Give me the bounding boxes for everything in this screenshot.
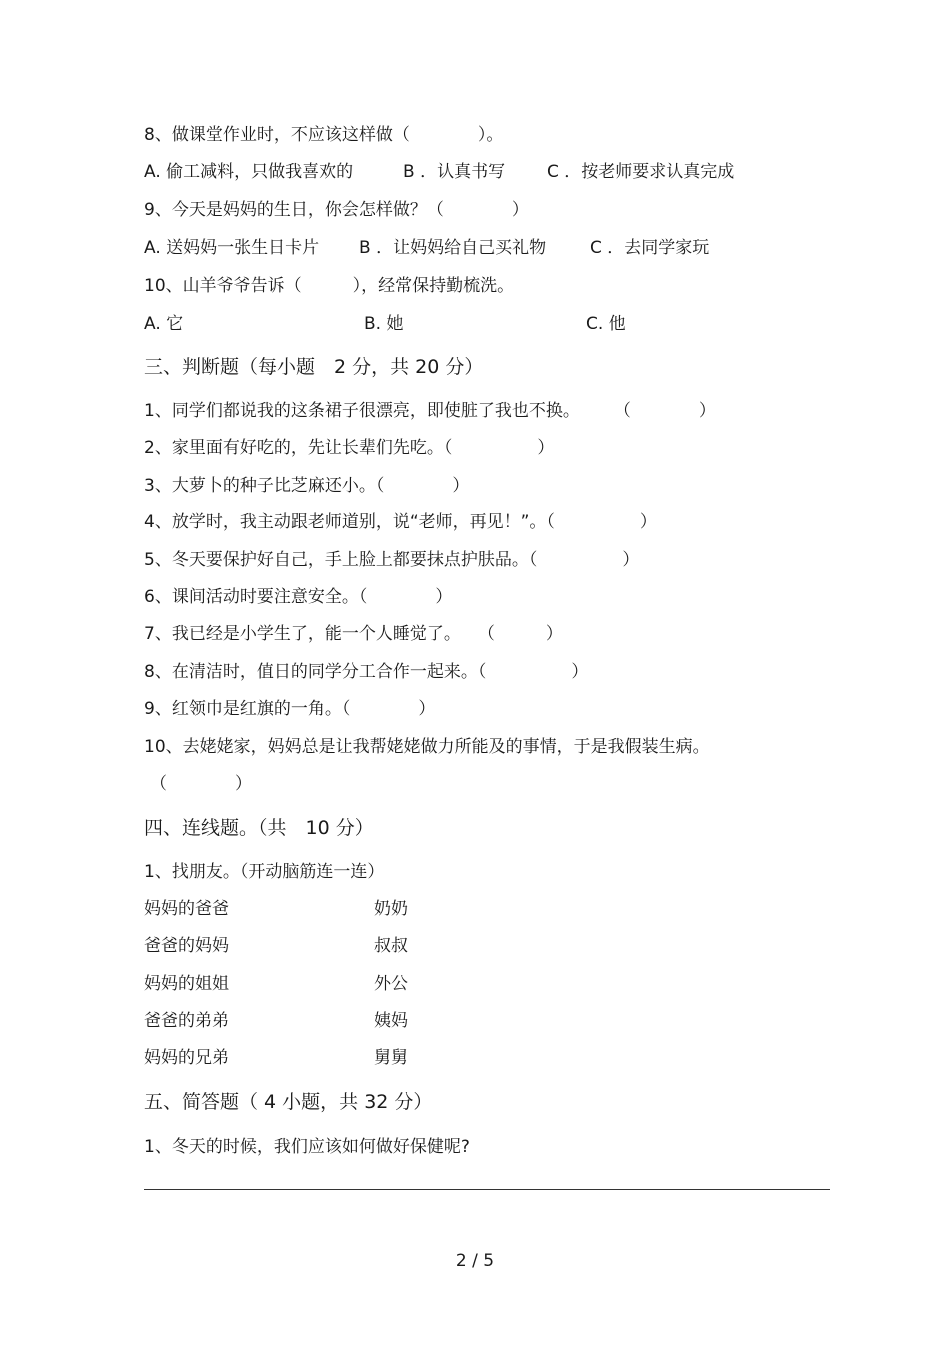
matching-question-1: 1、找朋友。（开动脑筋连一连） [144,862,385,882]
question-10: 10、山羊爷爷告诉（ ），经常保持勤梳洗。 [144,276,515,296]
match-left-2: 爸爸的妈妈 [144,936,229,956]
q9-option-a: A. 送妈妈一张生日卡片 [144,238,320,258]
judge-item-8: 8、在清洁时，值日的同学分工合作一起来。（ ） [144,662,589,682]
match-right-3: 外公 [374,974,408,994]
section-4-heading: 四、连线题。（共 10 分） [144,817,374,839]
judge-item-10: 10、去姥姥家，妈妈总是让我帮姥姥做力所能及的事情，于是我假装生病。 [144,737,710,757]
judge-item-3: 3、大萝卜的种子比芝麻还小。（ ） [144,476,470,496]
section-3-heading: 三、判断题（每小题 2 分，共 20 分） [144,356,484,378]
question-9: 9、今天是妈妈的生日，你会怎样做？（ ） [144,200,529,220]
q10-option-a: A. 它 [144,314,184,334]
q8-option-c: C ．按老师要求认真完成 [547,162,735,182]
judge-item-10-blank: （ ） [150,774,252,794]
match-left-1: 妈妈的爸爸 [144,899,229,919]
q8-option-a: A. 偷工减料，只做我喜欢的 [144,162,354,182]
match-left-4: 爸爸的弟弟 [144,1011,229,1031]
match-left-5: 妈妈的兄弟 [144,1048,229,1068]
q9-option-b: B ．让妈妈给自己买礼物 [359,238,547,258]
short-answer-question-1: 1、冬天的时候，我们应该如何做好保健呢? [144,1137,470,1157]
section-5-heading: 五、简答题（ 4 小题，共 32 分） [144,1091,433,1113]
q10-option-b: B. 她 [364,314,404,334]
judge-item-1: 1、同学们都说我的这条裙子很漂亮，即使脏了我也不换。 （ ） [144,401,716,421]
q10-option-c: C. 他 [586,314,626,334]
match-right-4: 姨妈 [374,1011,408,1031]
q8-option-b: B ．认真书写 [403,162,506,182]
judge-item-7: 7、我已经是小学生了，能一个人睡觉了。 （ ） [144,624,563,644]
q9-option-c: C ．去同学家玩 [590,238,710,258]
answer-line [144,1189,830,1190]
page-number: 2 / 5 [455,1251,495,1271]
question-8: 8、做课堂作业时，不应该这样做（ ）。 [144,125,504,145]
judge-item-5: 5、冬天要保护好自己，手上脸上都要抹点护肤品。（ ） [144,550,640,570]
match-right-5: 舅舅 [374,1048,408,1068]
match-right-1: 奶奶 [374,899,408,919]
judge-item-4: 4、放学时，我主动跟老师道别，说“老师，再见！”。（ ） [144,512,657,532]
judge-item-2: 2、家里面有好吃的，先让长辈们先吃。（ ） [144,438,555,458]
match-right-2: 叔叔 [374,936,408,956]
judge-item-6: 6、课间活动时要注意安全。（ ） [144,587,453,607]
judge-item-9: 9、红领巾是红旗的一角。（ ） [144,699,436,719]
match-left-3: 妈妈的姐姐 [144,974,229,994]
